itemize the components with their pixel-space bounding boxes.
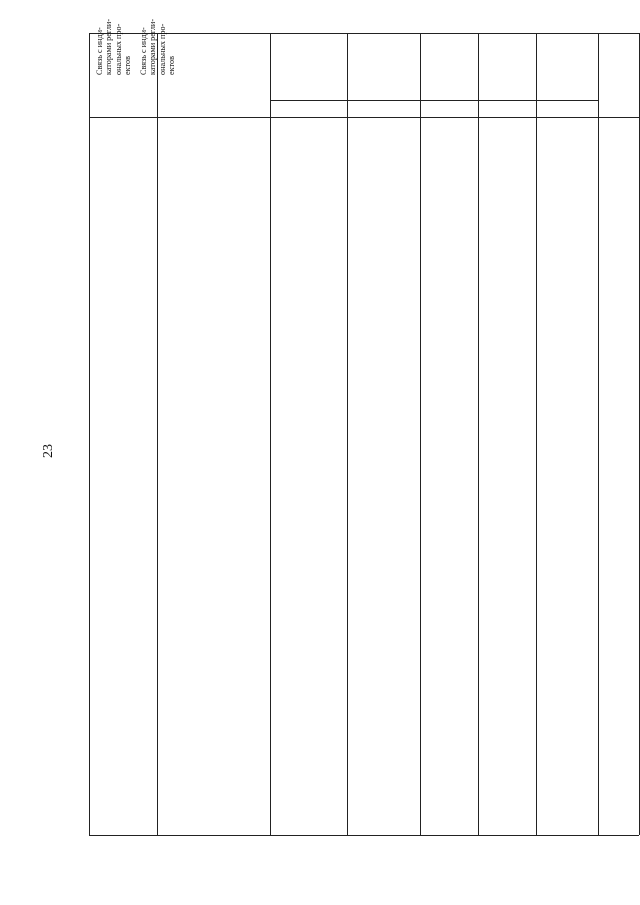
header-link: Связь с инди- каторами регли- ональных про- ектов [95,18,133,75]
header-link-dup: Связь с инди- каторами регли- ональных про- ектов [139,18,177,75]
page-number: 23 [41,444,56,458]
